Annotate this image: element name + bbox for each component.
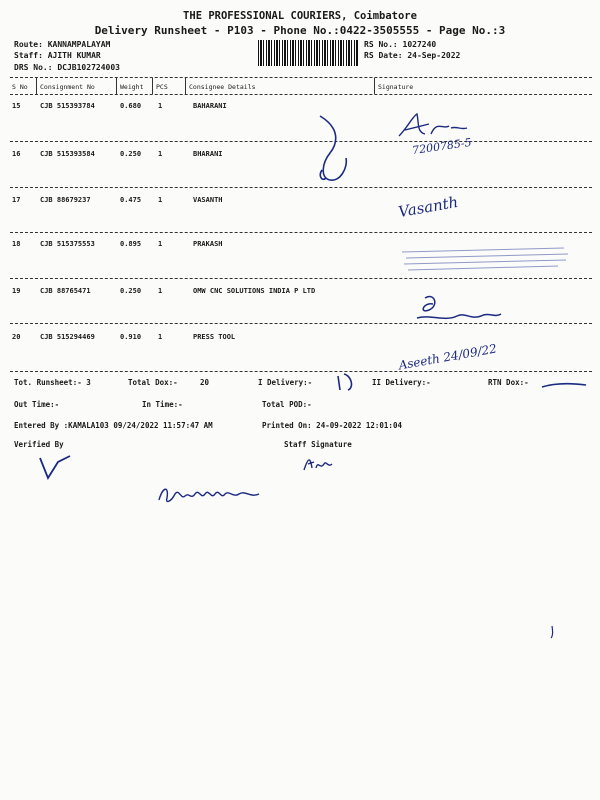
- staff-label: Staff: AJITH KUMAR: [14, 51, 101, 60]
- row-weight: 0.910: [120, 333, 142, 341]
- row-consignment: CJB 88679237: [40, 196, 91, 204]
- i-delivery: I Delivery:-: [258, 378, 313, 387]
- row-pcs: 1: [158, 333, 163, 341]
- col-divider: [152, 78, 153, 94]
- row-consignee: PRESS TOOL: [193, 333, 236, 341]
- col-header-consignment: Consignment No: [40, 83, 95, 91]
- row-sno: 17: [12, 196, 21, 204]
- table-top-rule: [10, 77, 592, 78]
- stray-pen-mark: [548, 624, 558, 644]
- total-pod: Total POD:-: [262, 400, 312, 409]
- signature-row20: Aseeth 24/09/22: [397, 341, 498, 373]
- row-consignment: CJB 515393784: [40, 102, 95, 110]
- row-consignment: CJB 88765471: [40, 287, 91, 295]
- col-header-signature: Signature: [378, 83, 414, 91]
- route-label: Route: KANNAMPALAYAM: [14, 40, 111, 49]
- row-sno: 20: [12, 333, 21, 341]
- row-sno: 15: [12, 102, 21, 110]
- row-sno: 19: [12, 287, 21, 295]
- row-pcs: 1: [158, 150, 163, 158]
- company-title: THE PROFESSIONAL COURIERS, Coimbatore: [183, 10, 417, 22]
- cursive-signature: [155, 480, 275, 514]
- signature-row19: [405, 292, 505, 336]
- rs-number: RS No.: 1027240: [364, 40, 437, 49]
- col-divider: [36, 78, 37, 94]
- in-time: In Time:-: [142, 400, 183, 409]
- row-consignee: PRAKASH: [193, 240, 223, 248]
- large-hook-scribble: [300, 108, 370, 192]
- row-pcs: 1: [158, 196, 163, 204]
- row-consignee: VASANTH: [193, 196, 223, 204]
- row-pcs: 1: [158, 102, 163, 110]
- printed-on: Printed On: 24-09-2022 12:01:04: [262, 421, 402, 430]
- row-consignee: BHARANI: [193, 150, 223, 158]
- row-consignment: CJB 515393584: [40, 150, 95, 158]
- row-sno: 16: [12, 150, 21, 158]
- total-dox-value: 20: [200, 378, 210, 387]
- row-pcs: 1: [158, 287, 163, 295]
- row-pcs: 1: [158, 240, 163, 248]
- row-weight: 0.250: [120, 287, 142, 295]
- row-consignee: BAHARANI: [193, 102, 227, 110]
- verified-by: Verified By: [14, 440, 64, 449]
- staff-signature: Staff Signature: [284, 440, 352, 449]
- total-runsheet: Tot. Runsheet:- 3: [14, 378, 91, 387]
- handwritten-tick: [334, 370, 364, 398]
- staff-handwritten-signature: [300, 452, 340, 480]
- row-weight: 0.895: [120, 240, 142, 248]
- row-sno: 18: [12, 240, 21, 248]
- signature-row15-number: 7200785-5: [411, 135, 473, 158]
- out-time: Out Time:-: [14, 400, 60, 409]
- verifier-signature: [36, 452, 76, 486]
- row-consignment: CJB 515294469: [40, 333, 95, 341]
- col-header-pcs: PCS: [156, 83, 168, 91]
- row-weight: 0.680: [120, 102, 142, 110]
- row-consignment: CJB 515375553: [40, 240, 95, 248]
- entered-by: Entered By :KAMALA103 09/24/2022 11:57:47 AM: [14, 421, 213, 430]
- col-divider: [374, 78, 375, 94]
- row-rule: [10, 232, 592, 233]
- col-header-weight: Weight: [120, 83, 144, 91]
- barcode: [258, 40, 358, 66]
- signature-row17: Vasanth: [396, 192, 460, 222]
- rtn-dox: RTN Dox:-: [488, 378, 529, 387]
- runsheet-title: Delivery Runsheet - P103 - Phone No.:0422-3505555 - Page No.:3: [94, 24, 506, 37]
- table-bottom-rule: [10, 371, 592, 372]
- drs-number: DRS No.: DCJB102724003: [14, 63, 120, 72]
- table-header-rule: [10, 94, 592, 95]
- handwritten-dash: [540, 376, 590, 395]
- row-consignee: OMW CNC SOLUTIONS INDIA P LTD: [193, 287, 316, 295]
- ii-delivery: II Delivery:-: [372, 378, 431, 387]
- col-header-sno: S No: [12, 83, 28, 91]
- col-divider: [185, 78, 186, 94]
- total-dox-label: Total Dox:-: [128, 378, 178, 387]
- col-header-consignee: Consignee Details: [189, 83, 256, 91]
- col-divider: [116, 78, 117, 94]
- row-weight: 0.475: [120, 196, 142, 204]
- row-weight: 0.250: [120, 150, 142, 158]
- rs-date: RS Date: 24-Sep-2022: [364, 51, 461, 60]
- stamp-row18: [398, 246, 573, 280]
